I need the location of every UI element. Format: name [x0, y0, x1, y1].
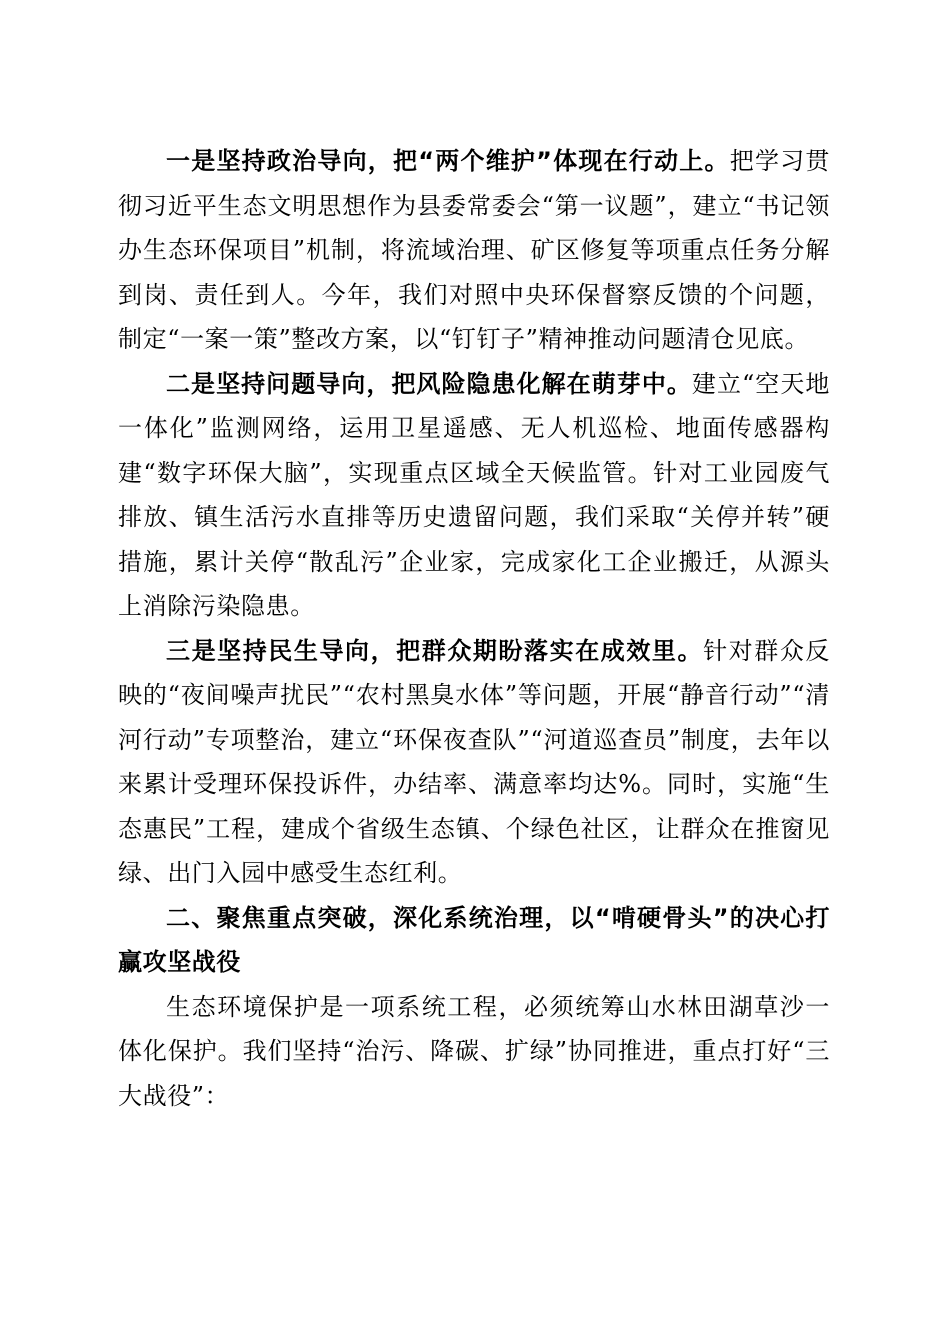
- paragraph-lead: 二是坚持问题导向，把风险隐患化解在萌芽中。: [166, 369, 692, 398]
- paragraph-lead: 三是坚持民生导向，把群众期盼落实在成效里。: [166, 636, 704, 665]
- section-heading: 二、聚焦重点突破，深化系统治理，以“啃硬骨头”的决心打赢攻坚战役: [118, 903, 830, 976]
- paragraph-body: 把学习贯彻习近平生态文明思想作为县委常委会“第一议题”，建立“书记领办生态环保项目”机制，将流域治理、矿区修复等项重点任务分解到岗、责任到人。今年，我们对照中央环保督察反馈的个问题，制定“一案一策”整改方案，以“钉钉子”精神推动问题清仓见底。: [118, 147, 830, 353]
- paragraph-livelihood-orientation: [118, 629, 830, 896]
- document-page: [118, 139, 830, 1118]
- paragraph-political-orientation: [118, 139, 830, 362]
- paragraph-problem-orientation: [118, 362, 830, 629]
- paragraph-body: 建立“空天地一体化”监测网络，运用卫星遥感、无人机巡检、地面传感器构建“数字环保大脑”，实现重点区域全天候监管。针对工业园废气排放、镇生活污水直排等历史遗留问题，我们采取“关停并转”硬措施，累计关停“散乱污”企业家，完成家化工企业搬迁，从源头上消除污染隐患。: [118, 369, 830, 620]
- closing-paragraph: 生态环境保护是一项系统工程，必须统筹山水林田湖草沙一体化保护。我们坚持“治污、降碳、扩绿”协同推进，重点打好“三大战役”：: [118, 992, 830, 1110]
- paragraph-body: 针对群众反映的“夜间噪声扰民”“农村黑臭水体”等问题，开展“静音行动”“清河行动”专项整治，建立“环保夜查队”“河道巡查员”制度，去年以来累计受理环保投诉件，办结率、满意率均达%。同时，实施“生态惠民”工程，建成个省级生态镇、个绿色社区，让群众在推窗见绿、出门入园中感受生态红利。: [118, 636, 830, 887]
- paragraph-lead: 一是坚持政治导向，把“两个维护”体现在行动上。: [166, 147, 730, 175]
